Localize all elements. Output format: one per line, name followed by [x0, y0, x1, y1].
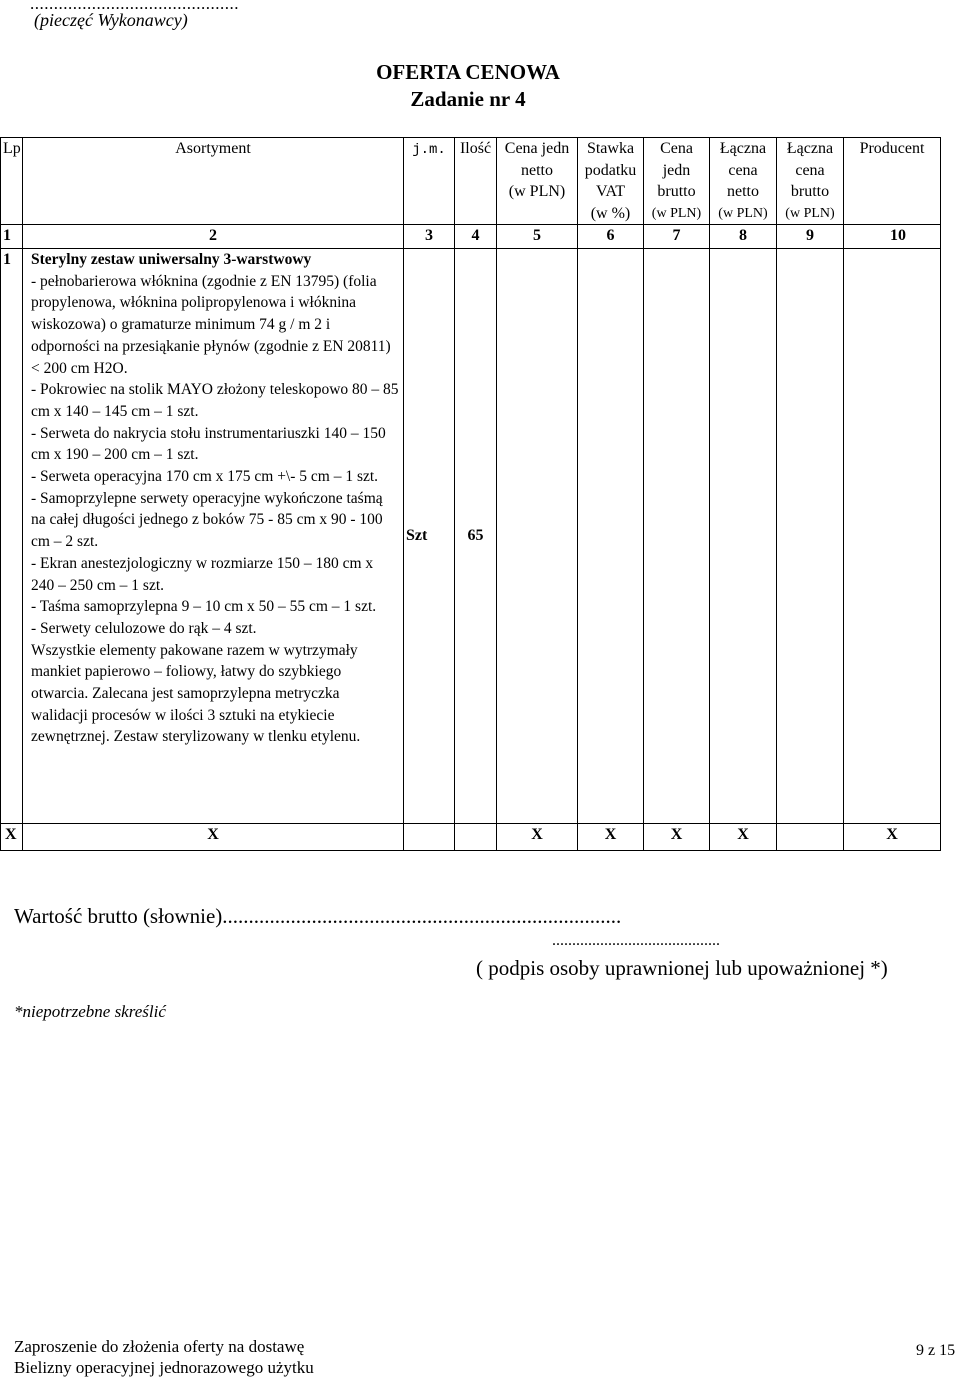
price-gross-cell[interactable]: [644, 249, 710, 824]
signature-dots: ..........................................: [552, 932, 720, 949]
item-lp: 1: [1, 249, 23, 824]
item-unit: Szt: [404, 249, 455, 824]
item-spec: - Serwety celulozowe do rąk – 4 szt.: [31, 619, 257, 637]
column-number: 5: [497, 225, 578, 249]
item-spec: - Samoprzylepne serwety operacyjne wykończone taśmą na całej długości jednego z boków 75 - 85 cm x 90 - 100 cm – 2 szt.: [31, 489, 383, 551]
price-net-cell[interactable]: [497, 249, 578, 824]
column-number: 4: [455, 225, 497, 249]
footer-line: Bielizny operacyjnej jednorazowego użytku: [14, 1358, 314, 1377]
total-net-cell[interactable]: [710, 249, 777, 824]
table-row: [1, 249, 941, 824]
header-lp: Lp: [1, 138, 23, 225]
header-cena-jedn-netto: Cena jedn netto (w PLN): [497, 138, 578, 225]
item-name: Sterylny zestaw uniwersalny 3-warstwowy: [31, 251, 312, 268]
producer-cell[interactable]: [844, 249, 941, 824]
header-cena-jedn-brutto: Cena jedn brutto (w PLN): [644, 138, 710, 225]
column-number: 6: [578, 225, 644, 249]
column-number: 9: [777, 225, 844, 249]
footer-text: [14, 1336, 314, 1378]
item-spec: - Ekran anestezjologiczny w rozmiarze 150 – 180 cm x 240 – 250 cm – 1 szt.: [31, 554, 374, 594]
signature-label: ( podpis osoby uprawnionej lub upoważnionej *): [476, 956, 888, 980]
item-quantity: 65: [455, 249, 497, 824]
x-mark: X: [578, 824, 644, 851]
item-spec: - Serweta operacyjna 170 cm x 175 cm +\- 5 cm – 1 szt.: [31, 468, 379, 486]
stamp-dots: ............................................: [30, 0, 239, 13]
column-number: 3: [404, 225, 455, 249]
header-stawka-vat: Stawka podatku VAT (w %): [578, 138, 644, 225]
header-jm: j.m.: [404, 138, 455, 225]
header-ilosc: Ilość: [455, 138, 497, 225]
column-number: 8: [710, 225, 777, 249]
x-mark: X: [1, 824, 23, 851]
header-laczna-netto: Łączna cena netto (w PLN): [710, 138, 777, 225]
item-description: [23, 249, 404, 824]
column-number: 10: [844, 225, 941, 249]
header-producent: Producent: [844, 138, 941, 225]
x-mark: X: [844, 824, 941, 851]
column-number: 7: [644, 225, 710, 249]
header-asortyment: Asortyment: [23, 138, 404, 225]
item-spec: - Pokrowiec na stolik MAYO złożony teleskopowo 80 – 85 cm x 140 – 145 cm – 1 szt.: [31, 381, 399, 420]
header-laczna-brutto: Łączna cena brutto (w PLN): [777, 138, 844, 225]
document-title: OFERTA CENOWA: [376, 60, 560, 84]
item-spec: - Serweta do nakrycia stołu instrumentariuszki 140 – 150 cm x 190 – 200 cm – 1 szt.: [31, 424, 386, 464]
stamp-label: (pieczęć Wykonawcy): [34, 10, 188, 30]
x-mark: X: [497, 824, 578, 851]
gross-value-in-words[interactable]: Wartość brutto (słownie)............................................................................: [14, 904, 622, 928]
x-mark: X: [710, 824, 777, 851]
x-mark: X: [23, 824, 404, 851]
offer-table: [0, 137, 941, 851]
header-row: [1, 138, 941, 225]
item-spec: - pełnobarierowa włóknina (zgodnie z EN 13795) (folia propylenowa, włóknina polipropylenowa i włóknina wiskozowa) o gramaturze minimum 74 g / m 2 i odporności na przesiąkanie płynów (zgodnie z EN 20811) < 200 cm H2O.: [31, 272, 391, 377]
item-spec: Wszystkie elementy pakowane razem w wytrzymały mankiet papierowo – foliowy, łatwy do szybkiego otwarcia. Zalecana jest samoprzylepna metryczka walidacji procesów w ilości 3 sztuki na etykiecie zewnętrznej. Zestaw sterylizowany w tlenku etylenu.: [31, 641, 361, 746]
footnote: *niepotrzebne skreślić: [14, 1002, 166, 1021]
total-gross-cell[interactable]: [777, 249, 844, 824]
column-number: 1: [1, 225, 23, 249]
footer-line: Zaproszenie do złożenia oferty na dostawę: [14, 1337, 305, 1356]
summary-row: [1, 824, 941, 851]
sum-gross-cell[interactable]: [777, 824, 844, 851]
task-number: Zadanie nr 4: [410, 87, 526, 111]
x-mark: X: [644, 824, 710, 851]
column-number: 2: [23, 225, 404, 249]
column-number-row: [1, 225, 941, 249]
vat-rate-cell[interactable]: [578, 249, 644, 824]
x-mark: [455, 824, 497, 851]
x-mark: [404, 824, 455, 851]
page-number: 9 z 15: [916, 1342, 956, 1359]
item-spec: - Taśma samoprzylepna 9 – 10 cm x 50 – 55 cm – 1 szt.: [31, 598, 377, 616]
